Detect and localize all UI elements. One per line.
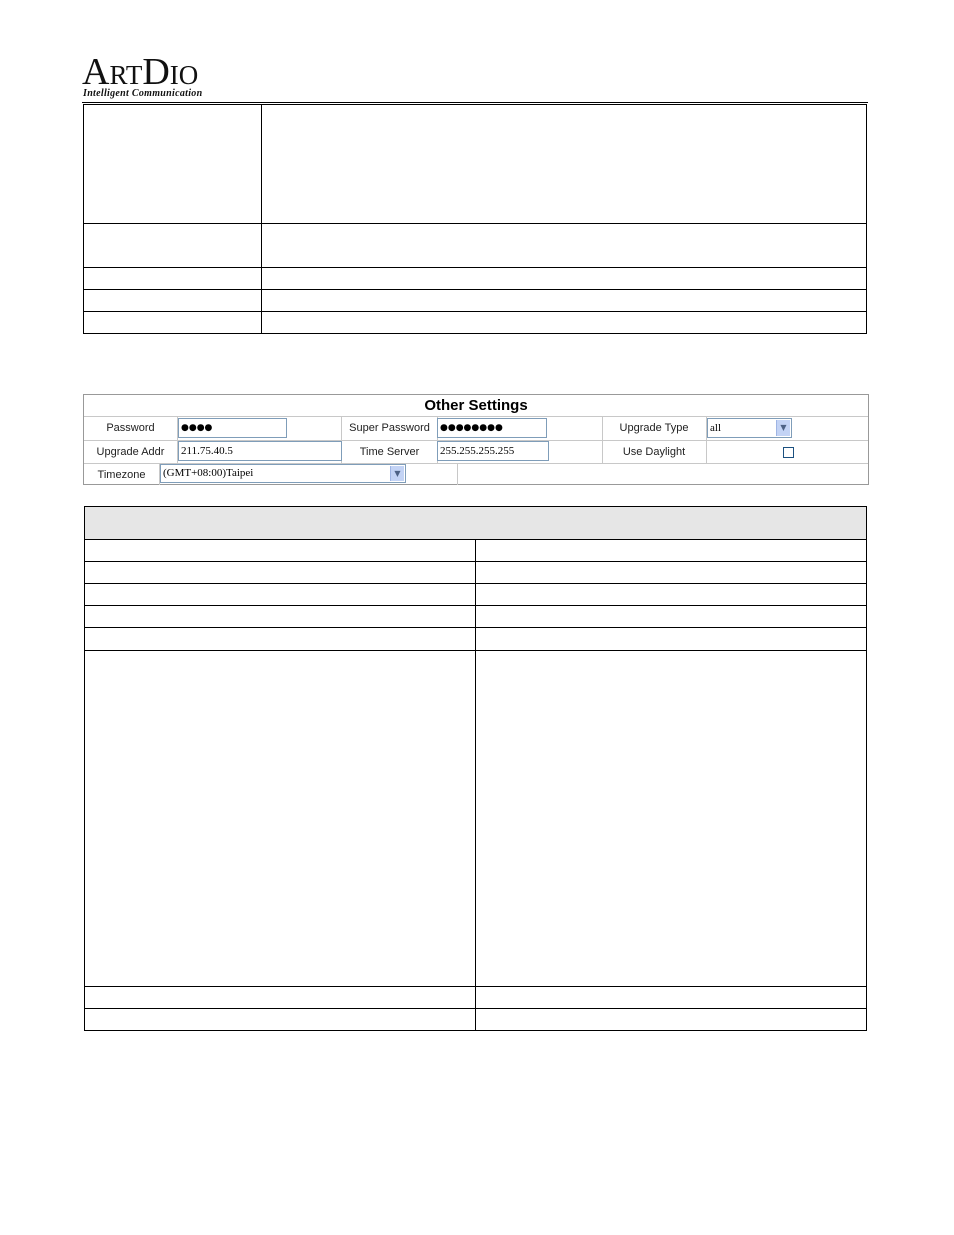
upgrade-addr-field[interactable]: 211.75.40.5 (178, 441, 342, 461)
table-row (85, 562, 867, 584)
table-row (85, 606, 867, 628)
logo-tagline: Intelligent Communication (83, 88, 203, 99)
table-row (84, 312, 867, 334)
table-cell-label (84, 268, 262, 290)
table-header-row (85, 507, 867, 540)
table-row (85, 584, 867, 606)
upgrade-addr-label: Upgrade Addr (96, 446, 165, 458)
table-header-cell (85, 507, 867, 540)
table-row (84, 268, 867, 290)
table-row (85, 628, 867, 651)
timezone-label: Timezone (97, 469, 146, 481)
upgrade-type-label: Upgrade Type (619, 422, 689, 434)
timezone-select[interactable] (160, 464, 406, 483)
table-cell-label (85, 628, 476, 651)
other-settings-panel (83, 394, 869, 485)
parameter-table-top (83, 104, 867, 334)
table-cell-value (476, 540, 867, 562)
table-cell-label (84, 224, 262, 268)
table-cell-label (84, 105, 262, 224)
table-cell-label (84, 312, 262, 334)
table-cell-value (476, 628, 867, 651)
table-row (85, 540, 867, 562)
super-password-field[interactable]: ●●●●●●●● (437, 418, 547, 438)
other-settings-title: Other Settings (424, 397, 528, 414)
super-password-label: Super Password (349, 422, 430, 434)
use-daylight-checkbox[interactable] (783, 447, 794, 458)
chevron-down-icon[interactable]: ▼ (776, 420, 790, 436)
chevron-down-icon[interactable]: ▼ (390, 466, 404, 481)
table-cell-value (476, 584, 867, 606)
password-field[interactable]: ●●●● (178, 418, 287, 438)
header-divider (82, 102, 868, 103)
table-cell-label (85, 1009, 476, 1031)
upgrade-type-select[interactable] (707, 418, 792, 438)
table-row (85, 987, 867, 1009)
use-daylight-label: Use Daylight (622, 446, 686, 458)
table-cell-label (85, 651, 476, 987)
table-cell-value (262, 312, 867, 334)
table-cell-label (85, 584, 476, 606)
divider (457, 463, 458, 485)
table-cell-value (262, 268, 867, 290)
artdio-logo (82, 52, 222, 102)
timezone-value: (GMT+08:00)Taipei (163, 467, 254, 479)
table-cell-value (476, 1009, 867, 1031)
time-server-field[interactable]: 255.255.255.255 (437, 441, 549, 461)
table-row (84, 290, 867, 312)
table-cell-value (476, 651, 867, 987)
time-server-label: Time Server (359, 446, 420, 458)
table-cell-value (262, 224, 867, 268)
logo-wordmark: ARTDIO (82, 51, 199, 93)
table-cell-value (476, 562, 867, 584)
table-cell-label (85, 987, 476, 1009)
table-cell-label (84, 290, 262, 312)
parameter-table-bottom (84, 506, 867, 1031)
table-cell-label (85, 562, 476, 584)
table-row (85, 651, 867, 987)
password-label: Password (106, 422, 155, 434)
divider (84, 416, 868, 417)
table-cell-label (85, 540, 476, 562)
table-cell-value (262, 290, 867, 312)
table-row (84, 105, 867, 224)
table-row (85, 1009, 867, 1031)
table-row (84, 224, 867, 268)
upgrade-type-value: all (710, 422, 721, 434)
table-cell-value (476, 606, 867, 628)
table-cell-value (476, 987, 867, 1009)
table-cell-value (262, 105, 867, 224)
table-cell-label (85, 606, 476, 628)
